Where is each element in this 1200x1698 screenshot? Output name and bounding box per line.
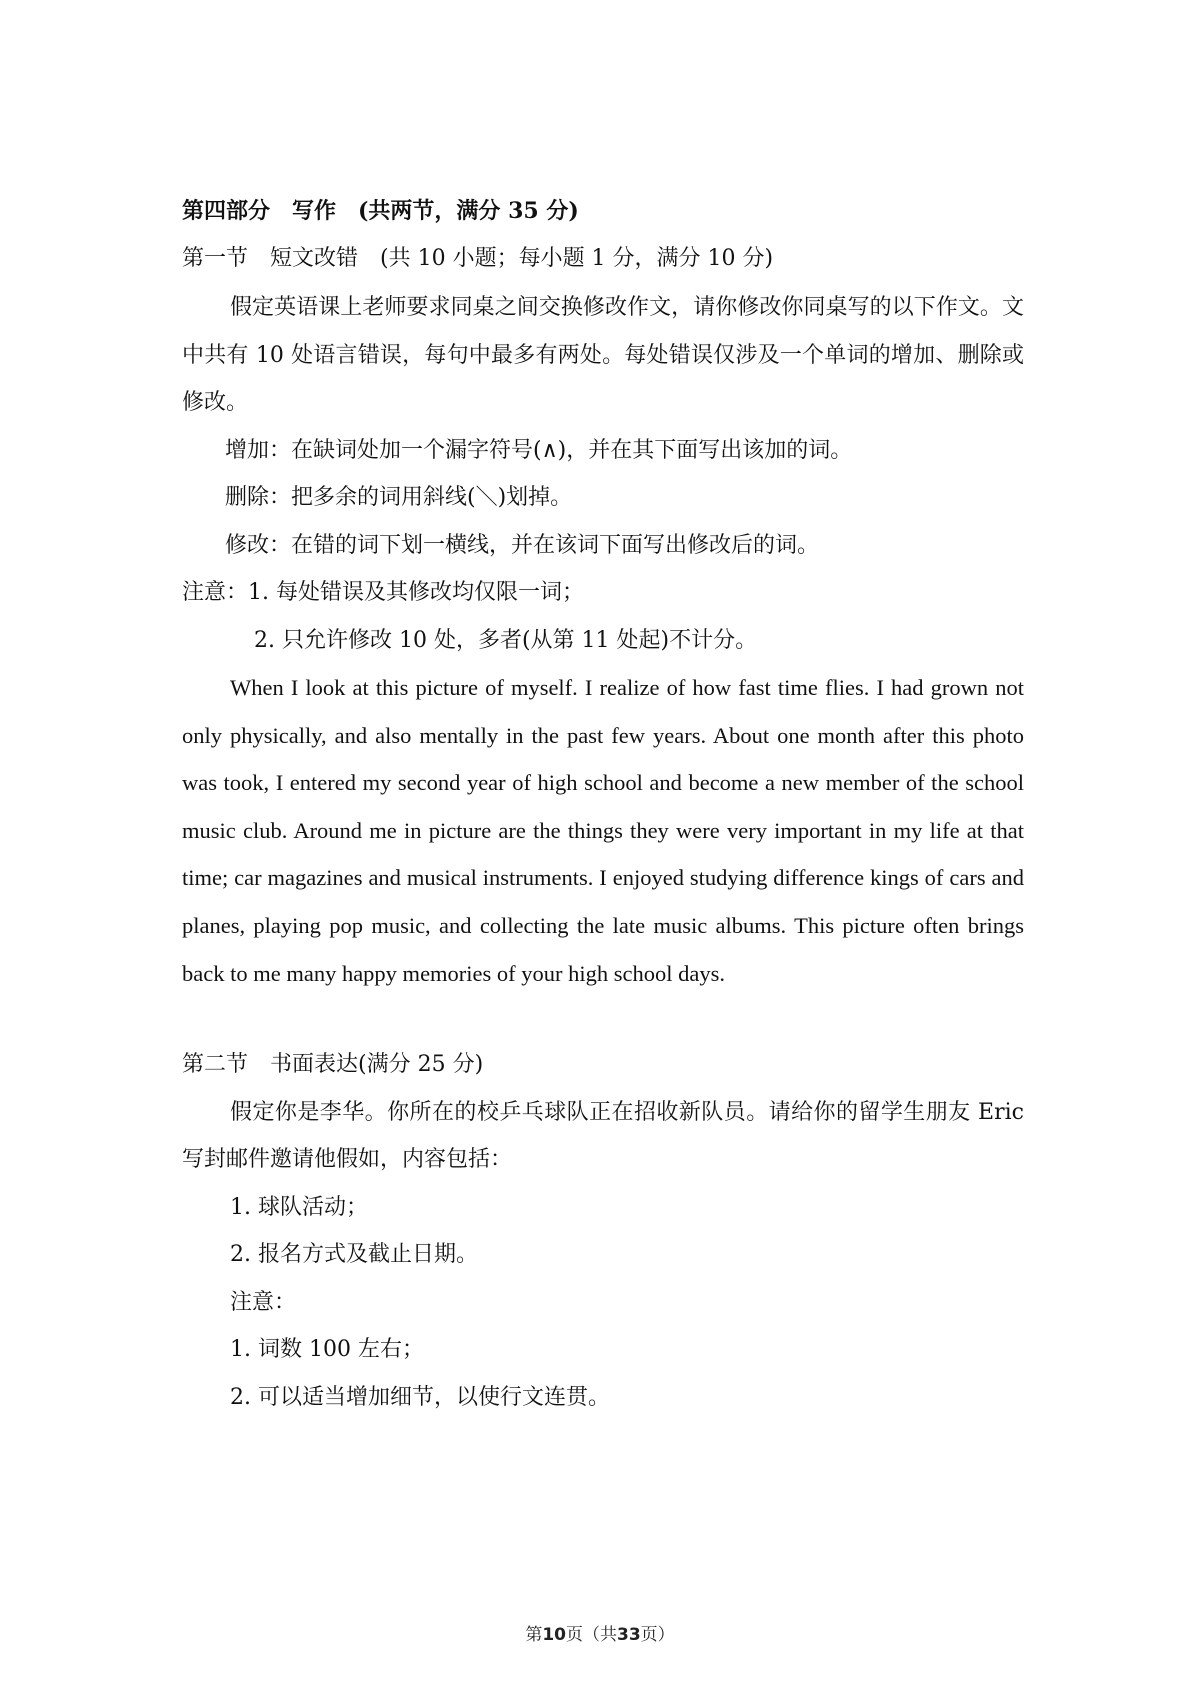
section2-title: 第二节 书面表达(满分 25 分) <box>182 1052 484 1078</box>
section2-intro-block <box>182 1089 1024 1184</box>
section2-intro: 假定你是李华。你所在的校乒乓球队正在招收新队员。请给你的留学生朋友 Eric 写封邮件邀请他假如，内容包括： <box>182 1099 1024 1173</box>
section1-rules <box>182 427 1024 570</box>
page-footer <box>0 1620 1200 1645</box>
rule-add: 增加：在缺词处加一个漏字符号(∧)，并在其下面写出该加的词。 <box>225 437 853 463</box>
section1-intro-block <box>182 284 1024 427</box>
section2-note-2: 2. 可以适当增加细节，以使行文连贯。 <box>230 1384 610 1410</box>
exam-page <box>182 196 1024 1421</box>
section1-note-1: 1. 每处错误及其修改均仅限一词； <box>248 580 585 605</box>
part-heading: 第四部分 写作 (共两节，满分 35 分) <box>182 198 579 224</box>
footer-total-pages: 33 <box>617 1625 641 1645</box>
section2-note-1: 1. 词数 100 左右； <box>230 1337 424 1363</box>
section1-title: 第一节 短文改错 (共 10 小题；每小题 1 分，满分 10 分) <box>182 246 774 271</box>
section2-item-1: 1. 球队活动； <box>230 1194 368 1220</box>
section-gap <box>182 997 1024 1041</box>
section2-item-2: 2. 报名方式及截止日期。 <box>230 1242 478 1268</box>
error-correction-passage: When I look at this picture of myself. I realize of how fast time flies. I had grown not only physically, and also mentally in the past few years. About one month after this photo was took, I entered my second year of high school and become a new member of the school music club. Around me in picture are the things they were very important in my life at that time; car magazines and musical instruments. I enjoyed studying difference kings of cars and planes, playing pop music, and collecting the late music albums. This picture often brings back to me many happy memories of your high school days. <box>182 675 1024 986</box>
section1-intro: 假定英语课上老师要求同桌之间交换修改作文，请你修改你同桌写的以下作文。文中共有 10 处语言错误，每句中最多有两处。每处错误仅涉及一个单词的增加、删除或修改。 <box>182 295 1024 415</box>
footer-suffix: 页） <box>640 1625 675 1645</box>
footer-page-number: 10 <box>542 1625 566 1645</box>
rule-delete: 删除：把多余的词用斜线(＼)划掉。 <box>225 485 573 510</box>
section1-note-label: 注意： <box>182 580 249 605</box>
rule-modify: 修改：在错的词下划一横线，并在该词下面写出修改后的词。 <box>225 532 820 558</box>
section2-note-label: 注意： <box>230 1289 297 1315</box>
section1-note-row <box>182 569 1024 617</box>
footer-prefix: 第 <box>525 1625 543 1645</box>
footer-middle: 页（共 <box>566 1625 617 1645</box>
section1-note-2: 2. 只允许修改 10 处，多者(从第 11 处起)不计分。 <box>254 627 758 653</box>
